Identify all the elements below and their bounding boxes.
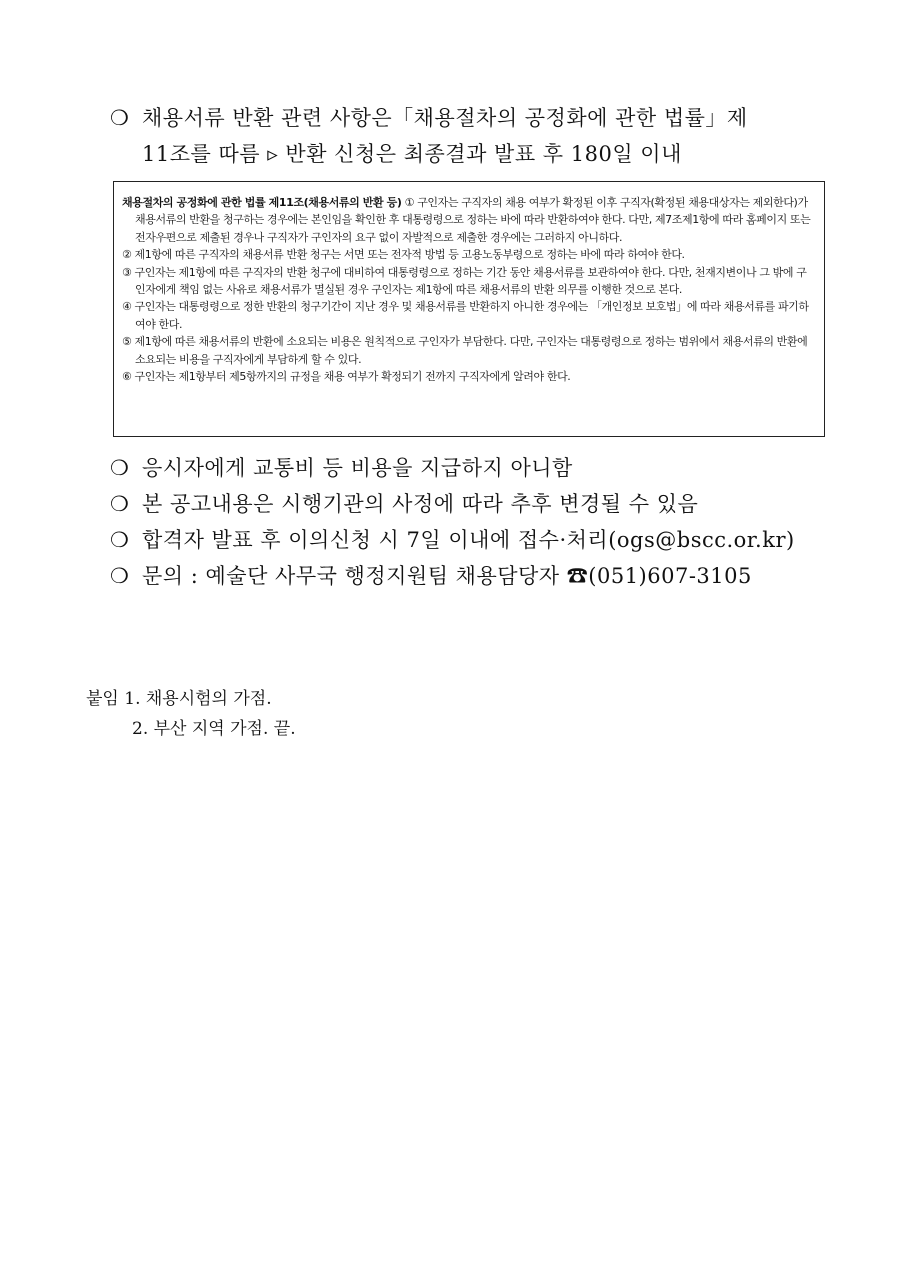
notice-item-text: 채용서류 반환 관련 사항은「채용절차의 공정화에 관한 법률」제 [142, 106, 748, 130]
notice-item-objection [110, 523, 850, 557]
law-clause-2: ② 제1항에 따른 구직자의 채용서류 반환 청구는 서면 또는 전자적 방법 등 고용노동부령으로 정하는 바에 따라 하여야 한다. [122, 248, 685, 262]
notice-item-text: 문의 : 예술단 사무국 행정지원팀 채용담당자 ☎(051)607-3105 [142, 564, 752, 588]
attachment-line-1: 붙임 1. 채용시험의 가점. [86, 689, 272, 709]
circle-bullet-icon: ❍ [110, 492, 130, 516]
law-clause-1-text: ① 구인자는 구직자의 채용 여부가 확정된 이후 구직자(확정된 채용대상자는 제외한다)가 채용서류의 반환을 청구하는 경우에는 본인임을 확인한 후 대통령령으로 정하는 바에 따라 반환하여야 한다. 다만, 제7조제1항에 따라 홈페이지 또는 전자우편으로 제출된 경우나 구직자가 구인자의 요구 없이 자발적으로 제출한 경우에는 그러하지 아니하다. [135, 196, 811, 244]
law-excerpt-box [113, 181, 825, 437]
circle-bullet-icon: ❍ [110, 106, 130, 130]
attachment-line-2: 2. 부산 지역 가점. 끝. [132, 719, 296, 739]
law-clause-1 [122, 194, 816, 246]
circle-bullet-icon: ❍ [110, 456, 130, 480]
notice-item-travel-expense [110, 451, 850, 485]
law-clause-5: ⑤ 제1항에 따른 채용서류의 반환에 소요되는 비용은 원칙적으로 구인자가 부담한다. 다만, 구인자는 대통령령으로 정하는 범위에서 채용서류의 반환에 소요되는 비용을 구직자에게 부담하게 할 수 있다. [122, 335, 808, 366]
notice-item-contact [110, 559, 850, 593]
law-title: 채용절차의 공정화에 관한 법률 제11조(채용서류의 반환 등) [122, 196, 402, 209]
law-clause-4: ④ 구인자는 대통령령으로 정한 반환의 청구기간이 지난 경우 및 채용서류를 반환하지 아니한 경우에는 「개인정보 보호법」에 따라 채용서류를 파기하여야 한다. [122, 300, 809, 331]
notice-item-text: 응시자에게 교통비 등 비용을 지급하지 아니함 [142, 456, 573, 480]
circle-bullet-icon: ❍ [110, 564, 130, 588]
notice-item-subject-to-change [110, 487, 850, 521]
law-clause-6: ⑥ 구인자는 제1항부터 제5항까지의 규정을 채용 여부가 확정되기 전까지 구직자에게 알려야 한다. [122, 370, 571, 384]
notice-item-text: 본 공고내용은 시행기관의 사정에 따라 추후 변경될 수 있음 [142, 492, 699, 516]
circle-bullet-icon: ❍ [110, 528, 130, 552]
notice-item-document-return-continued: 11조를 따름 ▹ 반환 신청은 최종결과 발표 후 180일 이내 [142, 142, 682, 166]
notice-item-text: 합격자 발표 후 이의신청 시 7일 이내에 접수·처리(ogs@bscc.or.kr) [142, 528, 795, 552]
law-clause-3: ③ 구인자는 제1항에 따른 구직자의 반환 청구에 대비하여 대통령령으로 정하는 기간 동안 채용서류를 보관하여야 한다. 다만, 천재지변이나 그 밖에 구인자에게 책임 없는 사유로 채용서류가 멸실된 경우 구인자는 제1항에 따른 채용서류의 반환 의무를 이행한 것으로 본다. [122, 265, 807, 297]
notice-item-document-return [110, 101, 850, 135]
